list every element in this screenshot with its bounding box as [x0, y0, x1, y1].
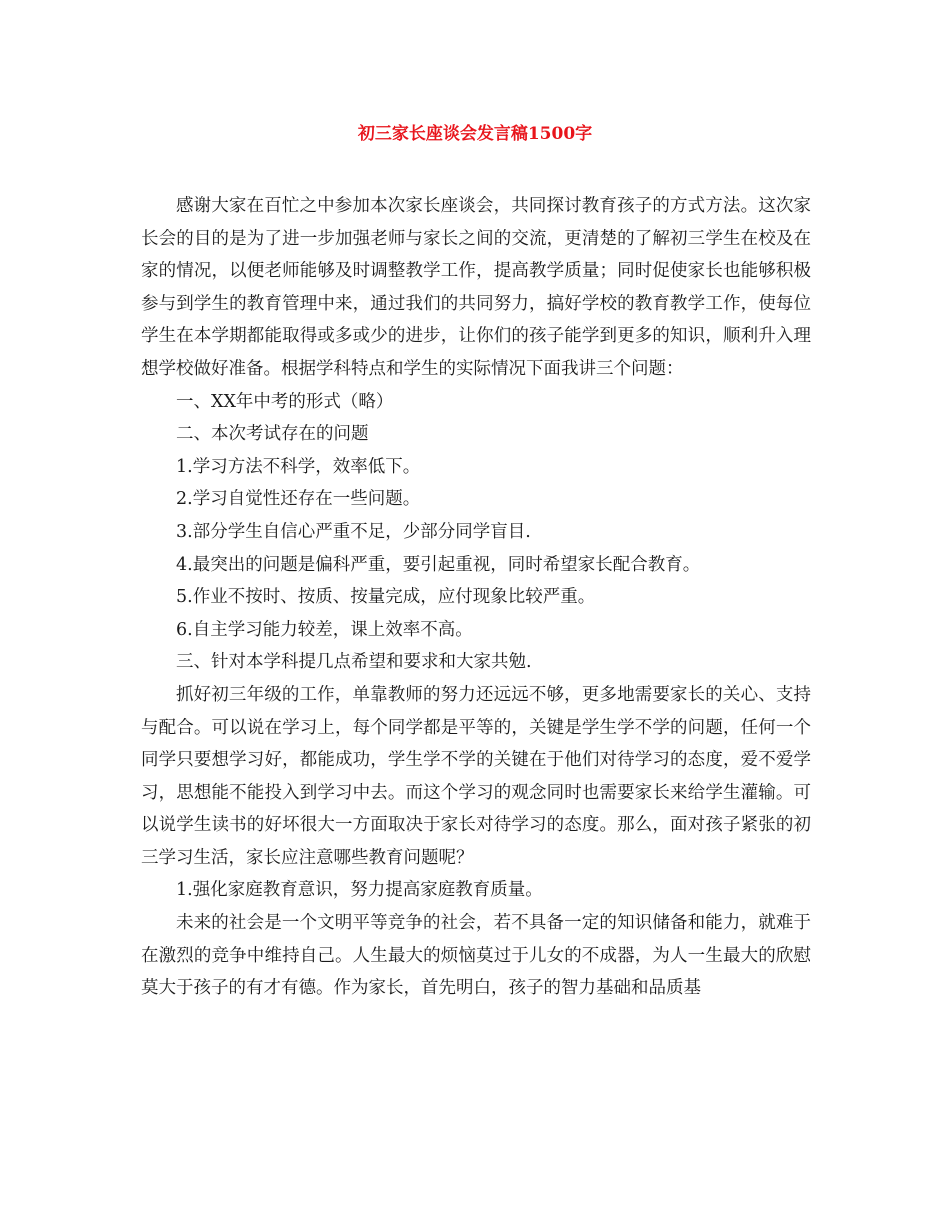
subheading-point-1: 1.强化家庭教育意识，努力提高家庭教育质量。	[176, 880, 543, 901]
list-item-problem-6: 6.自主学习能力较差，课上效率不高。	[176, 619, 473, 640]
paragraph-intro: 感谢大家在百忙之中参加本次家长座谈会，共同探讨教育孩子的方式方法。这次家长会的目的是为了进一步加强老师与家长之间的交流，更清楚的了解初三学生在校及在家的情况，以便老师能够及时调整教学工作，提高教学质量；同时促使家长也能够积极参与到学生的教育管理中来，通过我们的共同努力，搞好学校的教育教学工作，使每位学生在本学期都能取得或多或少的进步，让你们的孩子能学到更多的知识，顺利升入理想学校做好准备。根据学科特点和学生的实际情况下面我讲三个问题：	[141, 196, 811, 379]
paragraph-parent-role: 抓好初三年级的工作，单靠教师的努力还远远不够，更多地需要家长的关心、支持与配合。可以说在学习上，每个同学都是平等的，关键是学生学不学的问题，任何一个同学只要想学习好，都能成功，学生学不学的关键在于他们对待学习的态度，爱不爱学习，思想能不能投入到学习中去。而这个学习的观念同时也需要家长来给学生灌输。可以说学生读书的好坏很大一方面取决于家长对待学习的态度。那么，面对孩子紧张的初三学习生活，家长应注意哪些教育问题呢？	[141, 684, 811, 868]
document-title: 初三家长座谈会发言稿1500字	[357, 124, 593, 144]
heading-section-3: 三、针对本学科提几点希望和要求和大家共勉.	[176, 652, 532, 673]
document-body	[141, 190, 811, 1005]
paragraph-future-society: 未来的社会是一个文明平等竞争的社会，若不具备一定的知识储备和能力，就难于在激烈的竞争中维持自己。人生最大的烦恼莫过于儿女的不成器，为人一生最大的欣慰莫大于孩子的有才有德。作为家长，首先明白，孩子的智力基础和品质基	[141, 913, 811, 999]
list-item-problem-5: 5.作业不按时、按质、按量完成，应付现象比较严重。	[176, 587, 596, 608]
heading-section-2: 二、本次考试存在的问题	[176, 424, 369, 445]
list-item-problem-2: 2.学习自觉性还存在一些问题。	[176, 489, 421, 510]
list-item-problem-1: 1.学习方法不科学，效率低下。	[176, 456, 421, 477]
heading-section-1: 一、XX年中考的形式（略）	[176, 391, 394, 412]
list-item-problem-3: 3.部分学生自信心严重不足，少部分同学盲目.	[176, 521, 531, 542]
list-item-problem-4: 4.最突出的问题是偏科严重，要引起重视，同时希望家长配合教育。	[176, 554, 701, 575]
